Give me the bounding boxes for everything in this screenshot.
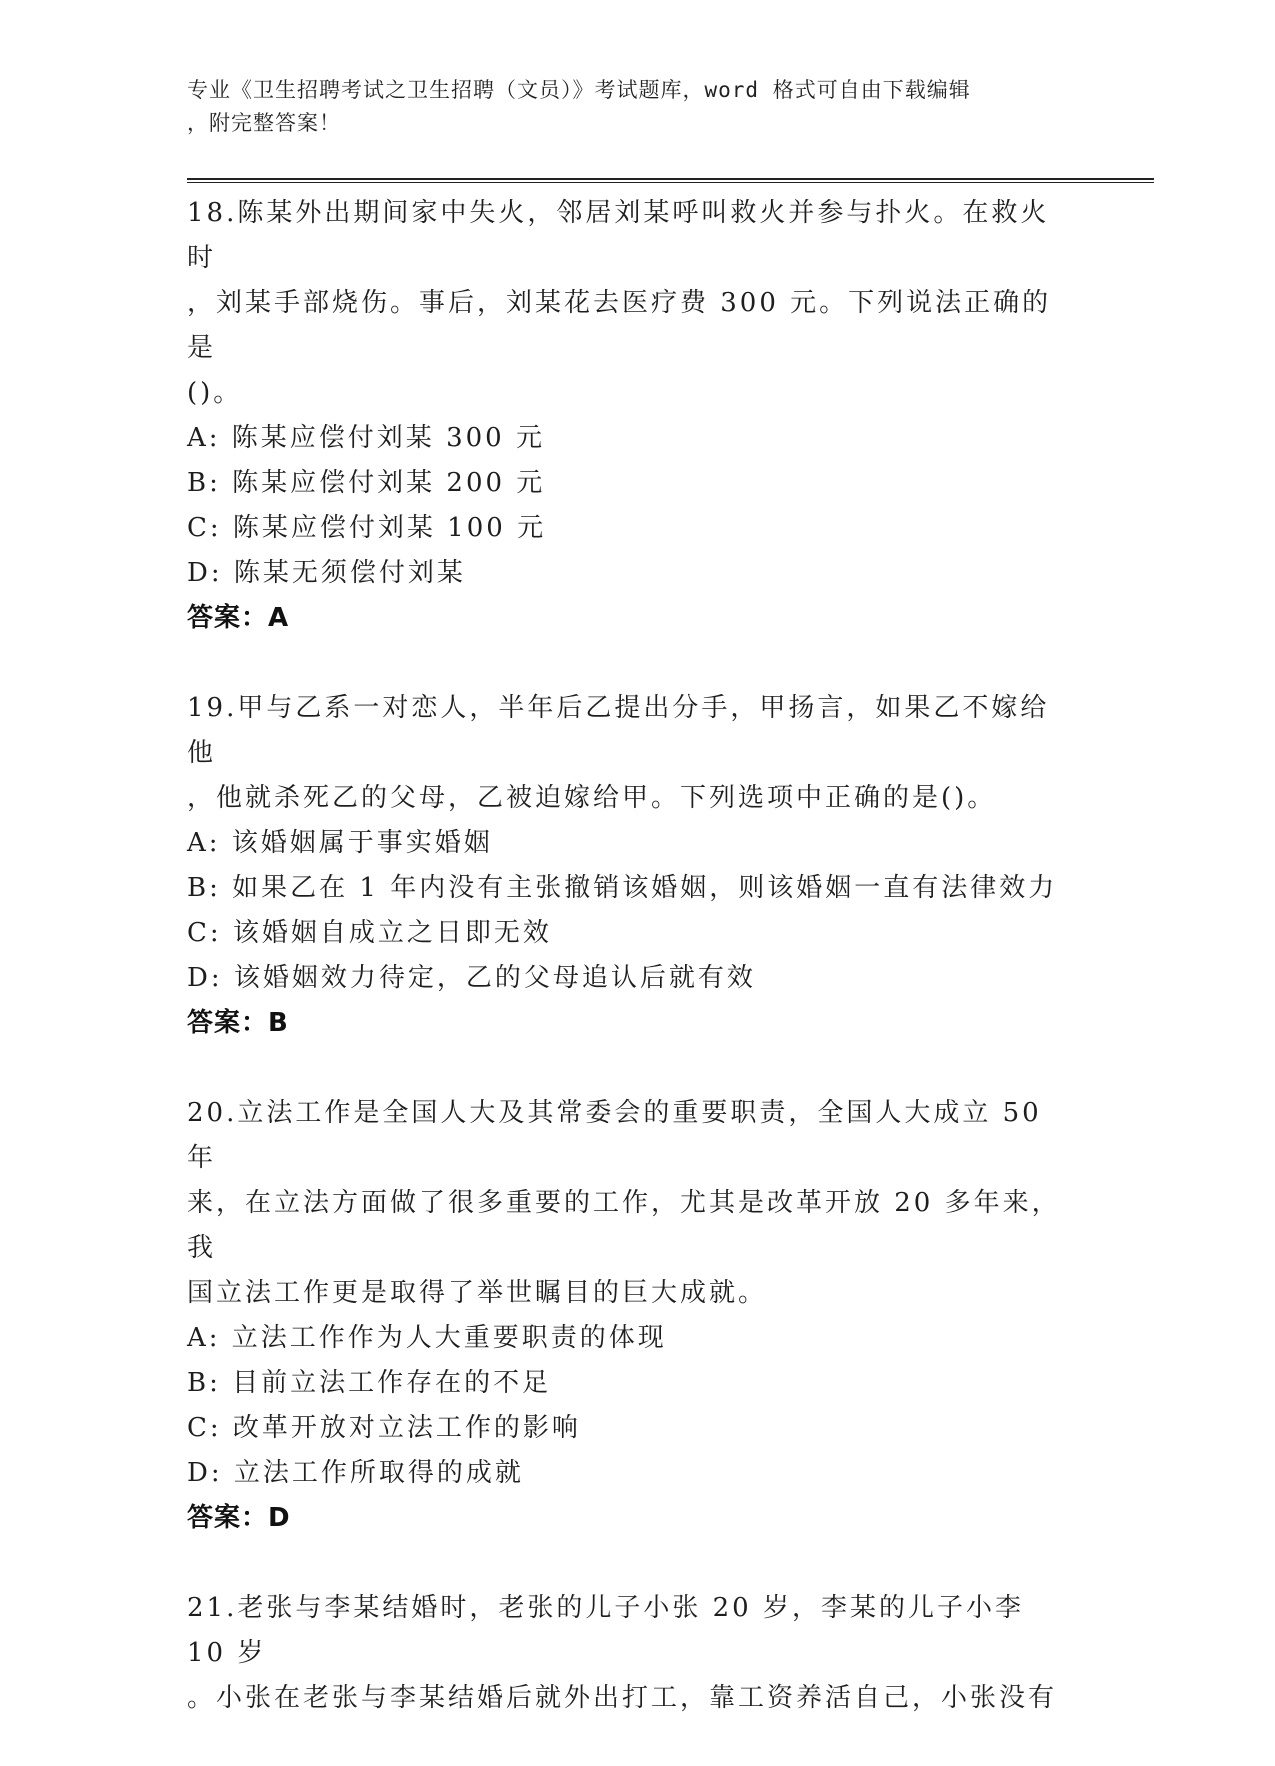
question-19-option-c: C: 该婚姻自成立之日即无效: [187, 918, 552, 948]
question-19-line-2: ，他就杀死乙的父母，乙被迫嫁给甲。下列选项中正确的是()。: [187, 783, 997, 813]
question-20-line-2: 来，在立法方面做了很多重要的工作，尤其是改革开放 20 多年来，我: [187, 1188, 1061, 1263]
question-20-option-a: A: 立法工作作为人大重要职责的体现: [187, 1323, 667, 1353]
question-18: [187, 191, 1067, 641]
question-18-option-b: B: 陈某应偿付刘某 200 元: [187, 468, 546, 498]
question-18-line-3: ()。: [187, 378, 243, 408]
question-19-answer: 答案：B: [187, 1008, 289, 1038]
question-20-option-d: D: 立法工作所取得的成就: [187, 1458, 524, 1488]
question-18-option-d: D: 陈某无须偿付刘某: [187, 558, 466, 588]
question-19-option-b: B: 如果乙在 1 年内没有主张撤销该婚姻，则该婚姻一直有法律效力: [187, 873, 1058, 903]
question-18-line-1: 18.陈某外出期间家中失火，邻居刘某呼叫救火并参与扑火。在救火时: [187, 198, 1050, 273]
question-18-option-c: C: 陈某应偿付刘某 100 元: [187, 513, 547, 543]
question-21: [187, 1586, 1067, 1721]
question-18-line-2: ，刘某手部烧伤。事后，刘某花去医疗费 300 元。下列说法正确的是: [187, 288, 1052, 363]
question-19-option-d: D: 该婚姻效力待定，乙的父母追认后就有效: [187, 963, 756, 993]
question-20-line-3: 国立法工作更是取得了举世瞩目的巨大成就。: [187, 1278, 768, 1308]
question-20-option-c: C: 改革开放对立法工作的影响: [187, 1413, 581, 1443]
question-20-answer: 答案：D: [187, 1503, 291, 1533]
question-20-line-1: 20.立法工作是全国人大及其常委会的重要职责，全国人大成立 50 年: [187, 1098, 1042, 1173]
question-18-option-a: A: 陈某应偿付刘某 300 元: [187, 423, 545, 453]
question-21-line-1: 21.老张与李某结婚时，老张的儿子小张 20 岁，李某的儿子小李 10 岁: [187, 1593, 1024, 1668]
header-line-1: 专业《卫生招聘考试之卫生招聘（文员）》考试题库，word 格式可自由下载编辑: [187, 78, 971, 102]
question-19-line-1: 19.甲与乙系一对恋人，半年后乙提出分手，甲扬言，如果乙不嫁给他: [187, 693, 1050, 768]
question-20: [187, 1091, 1067, 1541]
header-divider: [187, 178, 1154, 183]
question-19-option-a: A: 该婚姻属于事实婚姻: [187, 828, 493, 858]
question-18-answer: 答案：A: [187, 603, 290, 633]
question-19: [187, 686, 1067, 1046]
question-21-line-2: 。小张在老张与李某结婚后就外出打工，靠工资养活自己，小张没有: [187, 1683, 1058, 1713]
question-list: [187, 191, 1067, 1766]
question-20-option-b: B: 目前立法工作存在的不足: [187, 1368, 552, 1398]
header-line-2: ，附完整答案！: [187, 111, 341, 135]
document-header: [187, 74, 1067, 140]
